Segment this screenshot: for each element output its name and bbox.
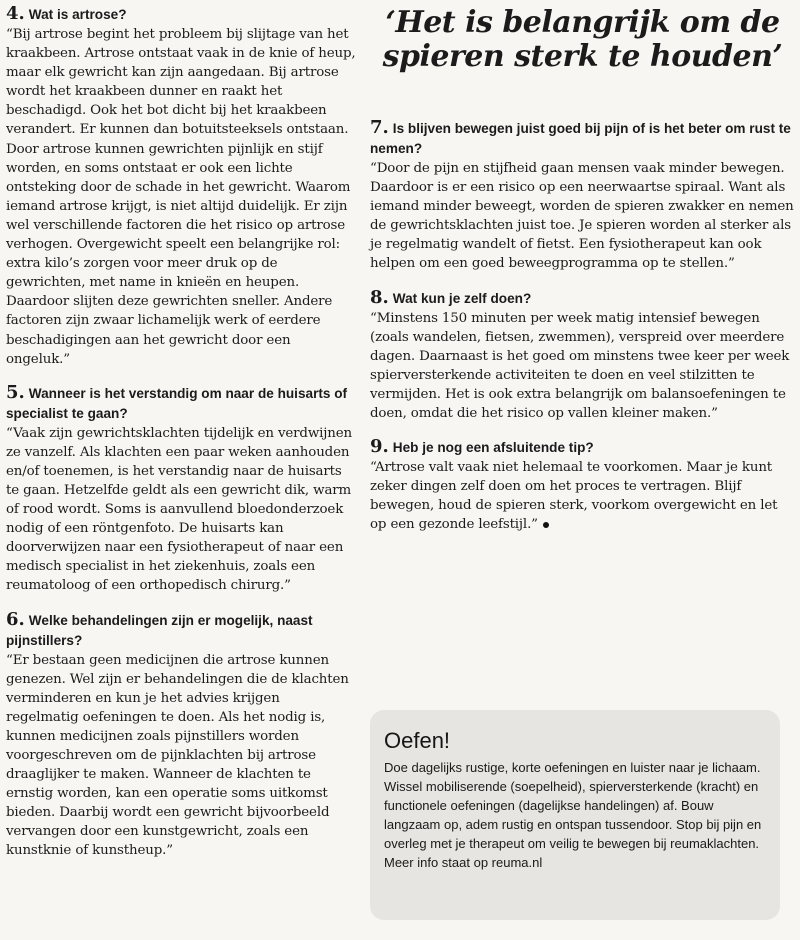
qa-item-5 xyxy=(6,383,356,596)
tip-box-title: Oefen! xyxy=(384,728,451,753)
question-heading xyxy=(370,288,795,309)
question-text: Welke behandelingen zijn er mogelijk, naast pijnstillers? xyxy=(6,612,313,648)
question-heading xyxy=(6,383,356,424)
question-text: Wat is artrose? xyxy=(28,7,127,22)
question-number: 9. xyxy=(370,436,389,458)
qa-item-9 xyxy=(370,437,795,534)
question-heading xyxy=(6,4,356,25)
answer-text: “Er bestaan geen medicijnen die artrose kunnen genezen. Wel zijn er behandelingen die de klachten verminderen en kun je het advies krijgen regelmatig oefeningen te doen. Als het nodig is, kunnen medicijnen zoals pijnstillers worden voorgeschreven om de pijnklachten bij artrose draaglijker te maken. Wanneer de klachten te ernstig worden, kan een operatie soms uitkomst bieden. Daarbij wordt een gewricht bijvoorbeeld vervangen door een kunstgewricht, zoals een kunstknie of kunstheup.” xyxy=(6,652,349,859)
end-mark-icon xyxy=(543,522,549,528)
right-column xyxy=(370,0,795,535)
answer-text: “Vaak zijn gewrichtsklachten tijdelijk en verdwijnen ze vanzelf. Als klachten een paar weken aanhouden en/of toenemen, is het verstandig naar de huisarts te gaan. Hetzelfde geldt als een gewricht dik, warm of rood wordt. Soms is aanvullend bloedonderzoek nodig of een röntgenfoto. De huisarts kan doorverwijzen naar een fysiotherapeut of naar een medisch specialist in het ziekenhuis, zoals een reumatoloog of een orthopedisch chirurg.” xyxy=(6,425,353,594)
question-number: 5. xyxy=(6,381,25,403)
answer-text xyxy=(370,458,795,534)
qa-item-6 xyxy=(6,610,356,861)
qa-item-8 xyxy=(370,288,795,424)
question-text: Heb je nog een afsluitende tip? xyxy=(392,440,594,456)
question-number: 8. xyxy=(370,286,389,308)
qa-item-7 xyxy=(370,118,795,274)
question-text: Wat kun je zelf doen? xyxy=(392,290,532,306)
question-text: Wanneer is het verstandig om naar de huisarts of specialist te gaan? xyxy=(6,385,348,421)
pull-quote: ‘Het is belangrijk om de spieren sterk te houden’ xyxy=(382,5,783,74)
question-heading xyxy=(370,437,795,458)
tip-box xyxy=(370,710,780,920)
question-text: Is blijven bewegen juist goed bij pijn of is het beter om rust te nemen? xyxy=(370,121,791,156)
question-number: 4. xyxy=(6,3,25,24)
answer-text: “Minstens 150 minuten per week matig intensief bewegen (zoals wandelen, fietsen, zwemmen), verspreid over meerdere dagen. Daarnaast is het goed om minstens twee keer per week spierversterkende activiteiten te doen en veel stilzitten te vermijden. Het is ook extra belangrijk om balansoefeningen te doen, omdat die het risico op vallen kleiner maken.” xyxy=(370,310,790,422)
answer-text: “Door de pijn en stijfheid gaan mensen vaak minder bewegen. Daardoor is er een risico op een neerwaartse spiraal. Want als iemand minder beweegt, worden de spieren zwakker en nemen de gewrichtsklachten juist toe. Je spieren worden al sterker als je regelmatig wandelt of fietst. Een fysiotherapeut kan ook helpen om een goed beweegprogramma op te stellen.” xyxy=(370,161,794,272)
question-number: 6. xyxy=(6,608,25,630)
answer-text: “Bij artrose begint het probleem bij slijtage van het kraakbeen. Artrose ontstaat vaak in de knie of heup, maar elk gewricht kan zijn aangedaan. Bij artrose wordt het kraakbeen dunner en raakt het beschadigd. Ook het bot dicht bij het kraakbeen verandert. Er kunnen dan botuitsteeksels ontstaan. Door artrose kunnen gewrichten pijnlijk en stijf worden, en soms ontstaat er ook een lichte ontsteking door de schade in het gewricht. Waarom iemand artrose krijgt, is niet altijd duidelijk. Er zijn wel verschillende factoren die het risico op artrose verhogen. Overgewicht speelt een belangrijke rol: extra kilo’s zorgen voor meer druk op de gewrichten, met name in knieën en heupen. Daardoor slijten deze gewrichten sneller. Andere factoren zijn zwaar lichamelijk werk of eerdere beschadigingen aan het gewricht door een ongeluk.” xyxy=(6,27,356,367)
question-number: 7. xyxy=(370,117,389,138)
question-heading xyxy=(370,118,795,159)
qa-item-4 xyxy=(6,4,356,369)
tip-box-text: Doe dagelijks rustige, korte oefeningen en luister naar je lichaam. Wissel mobiliserende (soepelheid), spierversterkende (kracht) en functionele oefeningen (dagelijkse handelingen) af. Bouw langzaam op, adem rustig en ontspan tussendoor. Stop bij pijn en overleg met je therapeut om veilig te bewegen bij reumaklachten. Meer info staat op reuma.nl xyxy=(384,760,762,870)
question-heading xyxy=(6,610,356,651)
answer-body: “Artrose valt vaak niet helemaal te voorkomen. Maar je kunt zeker dingen zelf doen om het proces te vertragen. Blijf bewegen, houd de spieren sterk, voorkom overgewicht en let op een gezonde leefstijl.” xyxy=(370,460,778,533)
left-column xyxy=(6,0,356,861)
